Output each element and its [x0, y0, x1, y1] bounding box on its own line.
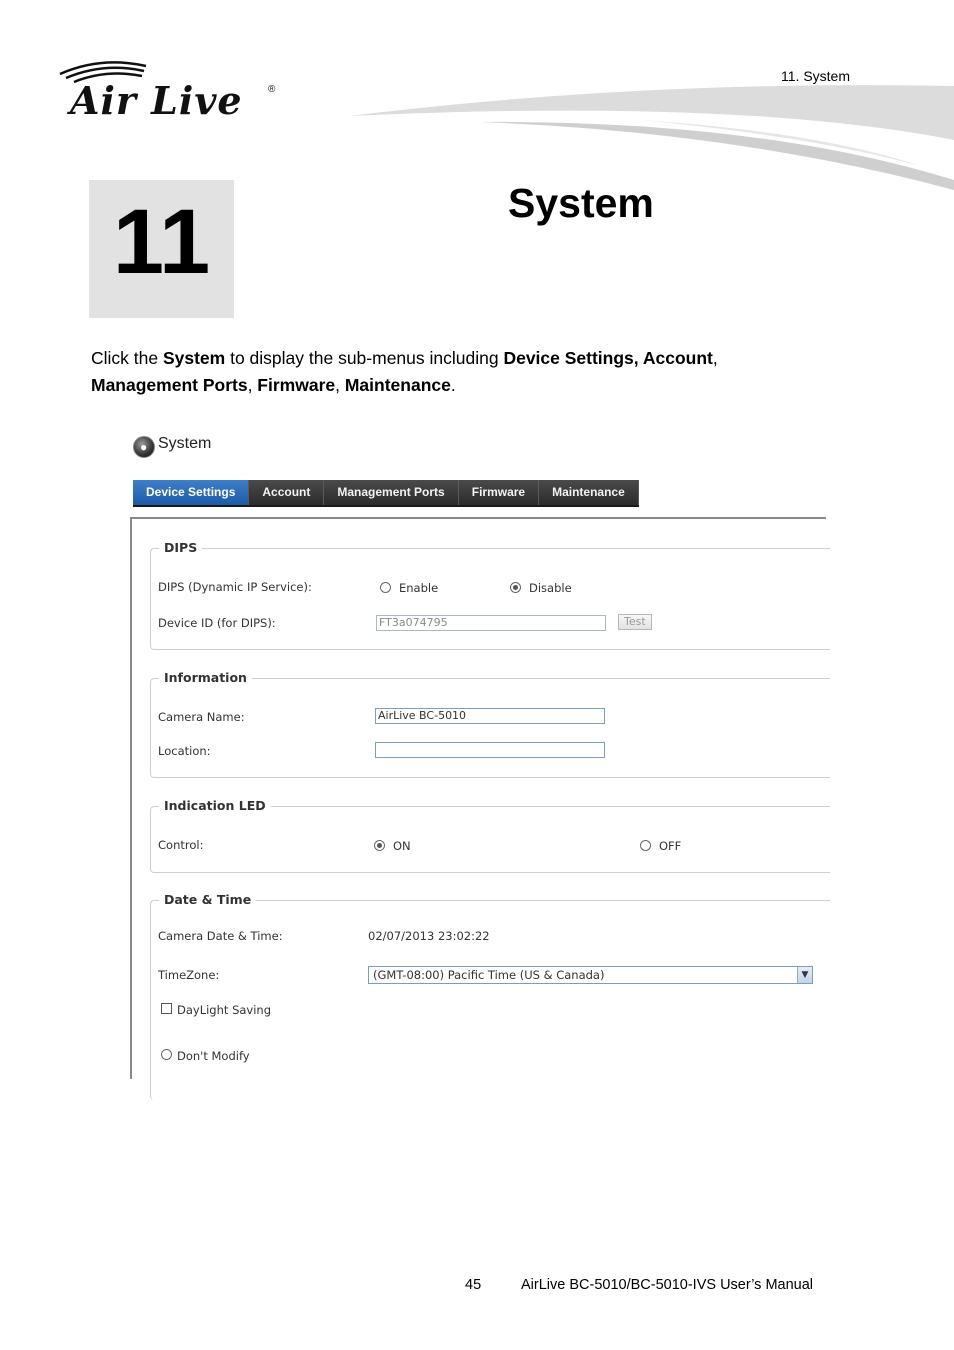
intro-bold-maintenance: Maintenance: [344, 375, 451, 395]
test-button[interactable]: Test: [618, 614, 652, 630]
device-id-input[interactable]: FT3a074795: [376, 615, 606, 631]
timezone-selected-value: (GMT-08:00) Pacific Time (US & Canada): [373, 968, 605, 982]
dont-modify-label: Don't Modify: [177, 1049, 250, 1063]
chapter-number: 11: [112, 191, 211, 293]
intro-bold-system: System: [162, 348, 226, 368]
indication-led-fieldset: [150, 798, 830, 873]
camera-name-label: Camera Name:: [158, 710, 245, 724]
screenshot-heading: System: [158, 435, 212, 452]
information-fieldset: [150, 670, 830, 778]
dont-modify-radio[interactable]: [161, 1049, 172, 1060]
manual-title: AirLive BC-5010/BC-5010-IVS User’s Manual: [521, 1277, 814, 1293]
intro-paragraph: [91, 345, 811, 399]
device-settings-panel: [130, 517, 826, 1079]
chevron-down-icon[interactable]: ▼: [797, 967, 812, 983]
intro-bold-management-ports: Management Ports: [91, 375, 248, 395]
intro-bold-firmware: Firmware: [257, 375, 336, 395]
daylight-saving-label: DayLight Saving: [177, 1003, 271, 1017]
intro-bold-device-settings: Device Settings, Account: [503, 348, 713, 368]
registered-mark: ®: [268, 84, 276, 95]
led-control-label: Control:: [158, 838, 204, 852]
tab-maintenance[interactable]: Maintenance: [539, 480, 639, 505]
intro-text: ,: [335, 375, 345, 395]
logo-wordmark: Air Live: [70, 78, 243, 123]
intro-text: ,: [247, 375, 258, 395]
tab-management-ports[interactable]: Management Ports: [324, 480, 458, 505]
daylight-saving-checkbox[interactable]: [161, 1003, 172, 1014]
system-tab-bar: [133, 480, 639, 507]
dips-disable-radio[interactable]: [510, 582, 521, 593]
date-time-legend: Date & Time: [159, 892, 256, 907]
dips-label: DIPS (Dynamic IP Service):: [158, 580, 312, 594]
device-id-label: Device ID (for DIPS):: [158, 616, 276, 630]
indication-led-legend: Indication LED: [159, 798, 271, 813]
led-on-radio[interactable]: [374, 840, 385, 851]
intro-text: to display the sub-menus including: [225, 348, 504, 368]
camera-datetime-value: 02/07/2013 23:02:22: [368, 929, 490, 943]
page-number: 45: [465, 1277, 482, 1293]
location-label: Location:: [158, 744, 211, 758]
tab-device-settings[interactable]: Device Settings: [133, 480, 249, 505]
intro-text: ,: [712, 348, 718, 368]
date-time-fieldset: [150, 892, 830, 1100]
tab-account[interactable]: Account: [249, 480, 324, 505]
led-off-label: OFF: [659, 839, 682, 853]
dips-disable-label: Disable: [529, 581, 572, 595]
chapter-number-box: [89, 180, 234, 318]
dips-enable-label: Enable: [399, 581, 439, 595]
intro-text: Click the: [91, 348, 163, 368]
header-swoosh-graphic: [340, 80, 954, 192]
timezone-label: TimeZone:: [158, 968, 220, 982]
running-header-chapter: 11. System: [781, 68, 850, 84]
led-off-radio[interactable]: [640, 840, 651, 851]
camera-datetime-label: Camera Date & Time:: [158, 929, 283, 943]
led-on-label: ON: [393, 839, 411, 853]
location-input[interactable]: [375, 742, 605, 758]
system-globe-icon: ●: [133, 436, 155, 458]
dips-legend: DIPS: [159, 540, 202, 555]
chapter-title: System: [508, 180, 654, 226]
dips-enable-radio[interactable]: [380, 582, 391, 593]
intro-text: .: [450, 375, 456, 395]
dips-fieldset: [150, 540, 830, 650]
information-legend: Information: [159, 670, 252, 685]
camera-name-input[interactable]: AirLive BC-5010: [375, 708, 605, 724]
tab-firmware[interactable]: Firmware: [459, 480, 539, 505]
airlive-logo: [56, 58, 286, 128]
timezone-select[interactable]: [368, 966, 813, 984]
